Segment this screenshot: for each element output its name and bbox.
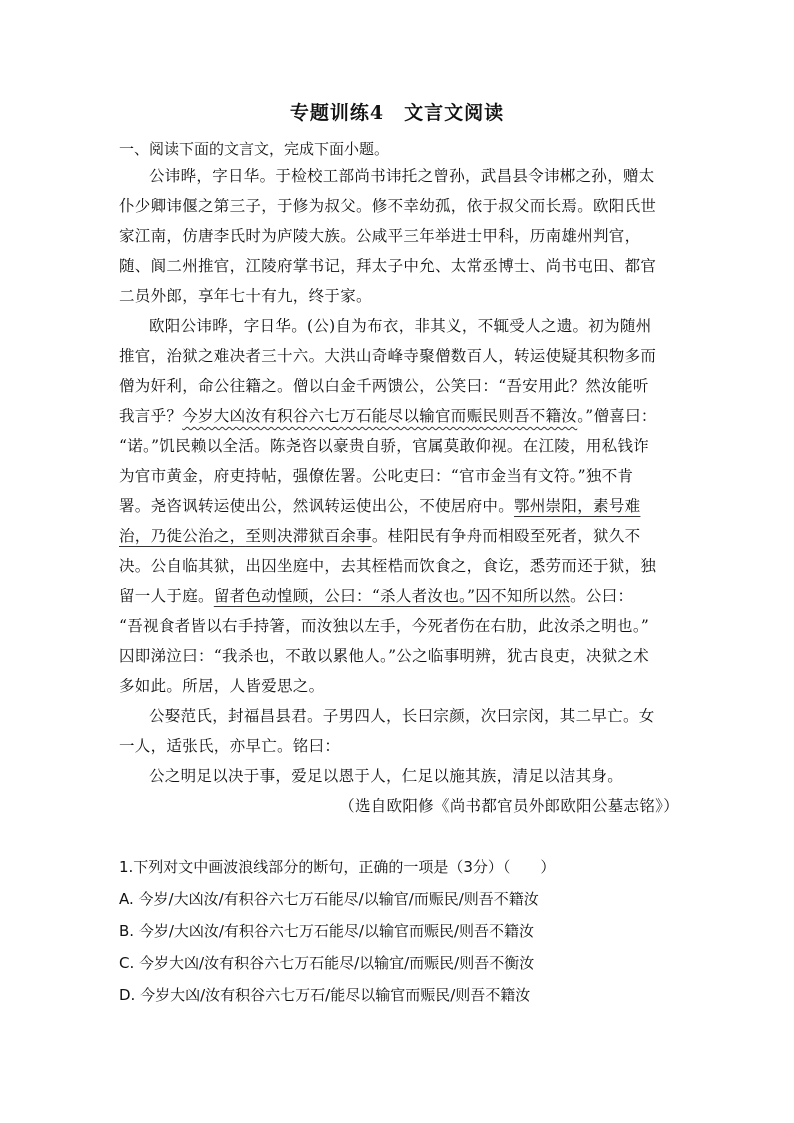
passage-line: 仆少卿讳偃之第三子，于修为叔父。修不幸幼孤，依于叔父而长焉。欧阳氏世 bbox=[119, 197, 657, 215]
passage-line: 欧阳公讳晔，字日华。(公)自为布衣，非其义，不辄受人之遗。初为随州 bbox=[149, 317, 652, 335]
passage-source: （选自欧阳修《尚书都官员外郎欧阳公墓志铭》） bbox=[339, 797, 679, 815]
section-instruction: 一、阅读下面的文言文，完成下面小题。 bbox=[119, 140, 390, 158]
passage-line: “诺。”饥民赖以全活。陈尧咨以豪贵自骄，官属莫敢仰视。在江陵，用私钱诈 bbox=[119, 437, 650, 455]
passage-line: 多如此。所居，人皆爱思之。 bbox=[119, 677, 325, 695]
page-title: 专题训练4 文言文阅读 bbox=[289, 102, 505, 124]
question-block bbox=[119, 851, 679, 1011]
passage-line bbox=[119, 401, 679, 431]
option-a[interactable]: A. 今岁/大凶汝/有积谷六七万石能尽/以输官/而赈民/则吾不籍汝 bbox=[119, 890, 539, 908]
wavy-underlined-sentence: 今岁大凶汝有积谷六七万石能尽以输官而赈民则吾不籍汝 bbox=[182, 407, 578, 425]
option-b[interactable]: B. 今岁/大凶汝/有积谷六七万石能尽/以输官而赈民/则吾不籍汝 bbox=[119, 922, 535, 940]
underlined-sentence: 至则决滞狱百余事 bbox=[245, 527, 372, 545]
passage-line bbox=[119, 491, 679, 521]
underlined-sentence: 治，乃徙公治之， bbox=[119, 527, 246, 545]
passage-line: 随、阆二州推官，江陵府掌书记，拜太子中允、太常丞博士、尚书屯田、都官 bbox=[119, 257, 657, 275]
passage-line: 二员外郎，享年七十有九，终于家。 bbox=[119, 287, 372, 305]
passage-text: 署。尧咨讽转运使出公，然讽转运使出公，不使居府中。 bbox=[119, 497, 515, 515]
underlined-sentence: 留者色动惶顾，公曰：“杀人者汝也。”囚不知所以然 bbox=[213, 587, 571, 605]
inscription-line: 公之明足以决于事，爱足以恩于人，仁足以施其族，清足以洁其身。 bbox=[149, 767, 624, 785]
passage-line: 一人，适张氏，亦早亡。铭曰： bbox=[119, 737, 341, 755]
classical-passage bbox=[119, 161, 679, 821]
passage-line: 公讳晔，字日华。于检校工部尚书讳托之曾孙，武昌县令讳郴之孙，赠太 bbox=[149, 167, 655, 185]
passage-line: 推官，治狱之难决者三十六。大洪山奇峰寺聚僧数百人，转运使疑其积物多而 bbox=[119, 347, 657, 365]
passage-text: 。桂阳民有争舟而相殴至死者，狱久不 bbox=[371, 527, 641, 545]
passage-line bbox=[119, 581, 679, 611]
question-stem: 1.下列对文中画波浪线部分的断句，正确的一项是（3分）（ ） bbox=[119, 858, 556, 876]
option-d[interactable]: D. 今岁大凶/汝有积谷六七万石/能尽以输官而赈民/则吾不籍汝 bbox=[119, 986, 531, 1004]
passage-text: 。公曰： bbox=[570, 587, 634, 605]
passage-line bbox=[119, 521, 679, 551]
passage-line: 决。公自临其狱，出囚坐庭中，去其桎梏而饮食之，食讫，悉劳而还于狱，独 bbox=[119, 557, 657, 575]
passage-line: 僧为奸利，命公往籍之。僧以白金千两馈公，公笑曰：“吾安用此？然汝能听 bbox=[119, 377, 649, 395]
passage-text: 留一人于庭。 bbox=[119, 587, 214, 605]
underlined-sentence: 鄂州崇阳，素号难 bbox=[514, 497, 641, 515]
passage-text: 。”僧喜曰： bbox=[577, 407, 657, 425]
passage-line: 家江南，仿唐李氏时为庐陵大族。公咸平三年举进士甲科，历南雄州判官， bbox=[119, 227, 641, 245]
option-c[interactable]: C. 今岁大凶/汝有积谷六七万石能尽/以输宜/而赈民/则吾不衡汝 bbox=[119, 954, 535, 972]
passage-line: 为官市黄金，府吏持帖，强僚佐署。公叱吏曰：“官市金当有文符。”独不肯 bbox=[119, 467, 634, 485]
passage-text: 我言乎？ bbox=[119, 407, 183, 425]
passage-line: “吾视食者皆以右手持箸，而汝独以左手，今死者伤在右肋，此汝杀之明也。” bbox=[119, 617, 650, 635]
passage-line: 公娶范氏，封福昌县君。子男四人，长曰宗颜，次曰宗闵，其二早亡。女 bbox=[149, 707, 655, 725]
passage-line: 囚即涕泣曰：“我杀也，不敢以累他人。”公之临事明辨，犹古良吏，决狱之术 bbox=[119, 647, 650, 665]
